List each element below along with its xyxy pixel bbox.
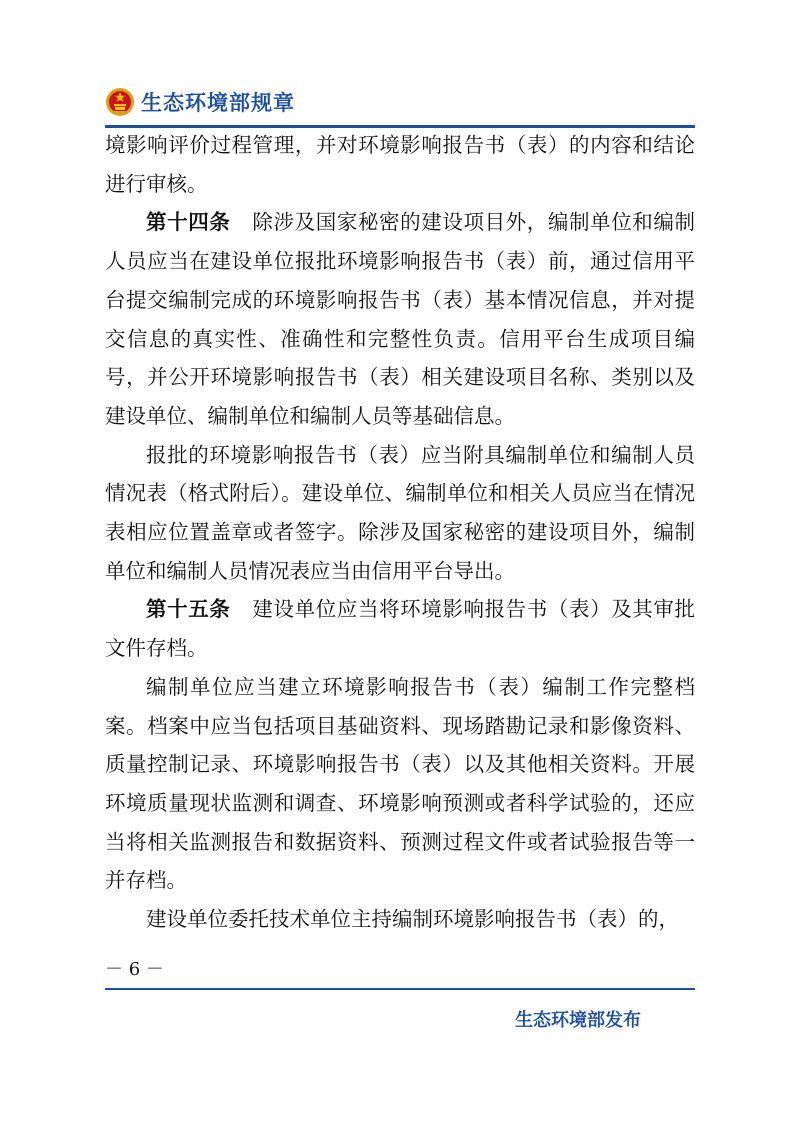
article-15-paragraph bbox=[105, 590, 695, 667]
paragraph-text: 建设单位委托技术单位主持编制环境影响报告书（表）的， bbox=[146, 907, 679, 932]
paragraph-text: 报批的环境影响报告书（表）应当附具编制单位和编制人员情况表（格式附后）。建设单位、编制单位和相关人员应当在情况表相应位置盖章或者签字。除涉及国家秘密的建设项目外，编制单位和编制人员情况表应当由信用平台导出。 bbox=[105, 442, 695, 583]
paragraph-text: 建设单位应当将环境影响报告书（表）及其审批文件存档。 bbox=[105, 597, 696, 661]
national-emblem-icon bbox=[105, 87, 135, 117]
page-number: － 6 － bbox=[105, 959, 164, 980]
footer-publisher: 生态环境部发布 bbox=[515, 1010, 641, 1031]
paragraph bbox=[105, 900, 695, 939]
paragraph-text: 境影响评价过程管理，并对环境影响报告书（表）的内容和结论进行审核。 bbox=[105, 133, 695, 196]
paragraph-text: 编制单位应当建立环境影响报告书（表）编制工作完整档案。档案中应当包括项目基础资料、现场踏勘记录和影像资料、质量控制记录、环境影响报告书（表）以及其他相关资料。开展环境质量现状监测和调查、环境影响预测或者科学试验的，还应当将相关监测报告和数据资料、预测过程文件或者试验报告等一并存档。 bbox=[105, 674, 695, 893]
article-14-paragraph bbox=[105, 203, 695, 435]
article-number: 第十四条 bbox=[146, 210, 231, 235]
header-title: 生态环境部规章 bbox=[141, 91, 295, 115]
page-header bbox=[105, 84, 295, 120]
document-body bbox=[105, 126, 695, 939]
paragraph bbox=[105, 668, 695, 900]
paragraph bbox=[105, 436, 695, 591]
footer-divider bbox=[105, 988, 695, 990]
paragraph-text: 除涉及国家秘密的建设项目外，编制单位和编制人员应当在建设单位报批环境影响报告书（表）前，通过信用平台提交编制完成的环境影响报告书（表）基本情况信息，并对提交信息的真实性、准确性和完整性负责。信用平台生成项目编号，并公开环境影响报告书（表）相关建设项目名称、类别以及建设单位、编制单位和编制人员等基础信息。 bbox=[105, 210, 696, 428]
article-number: 第十五条 bbox=[146, 597, 231, 622]
paragraph-continuation bbox=[105, 126, 695, 203]
